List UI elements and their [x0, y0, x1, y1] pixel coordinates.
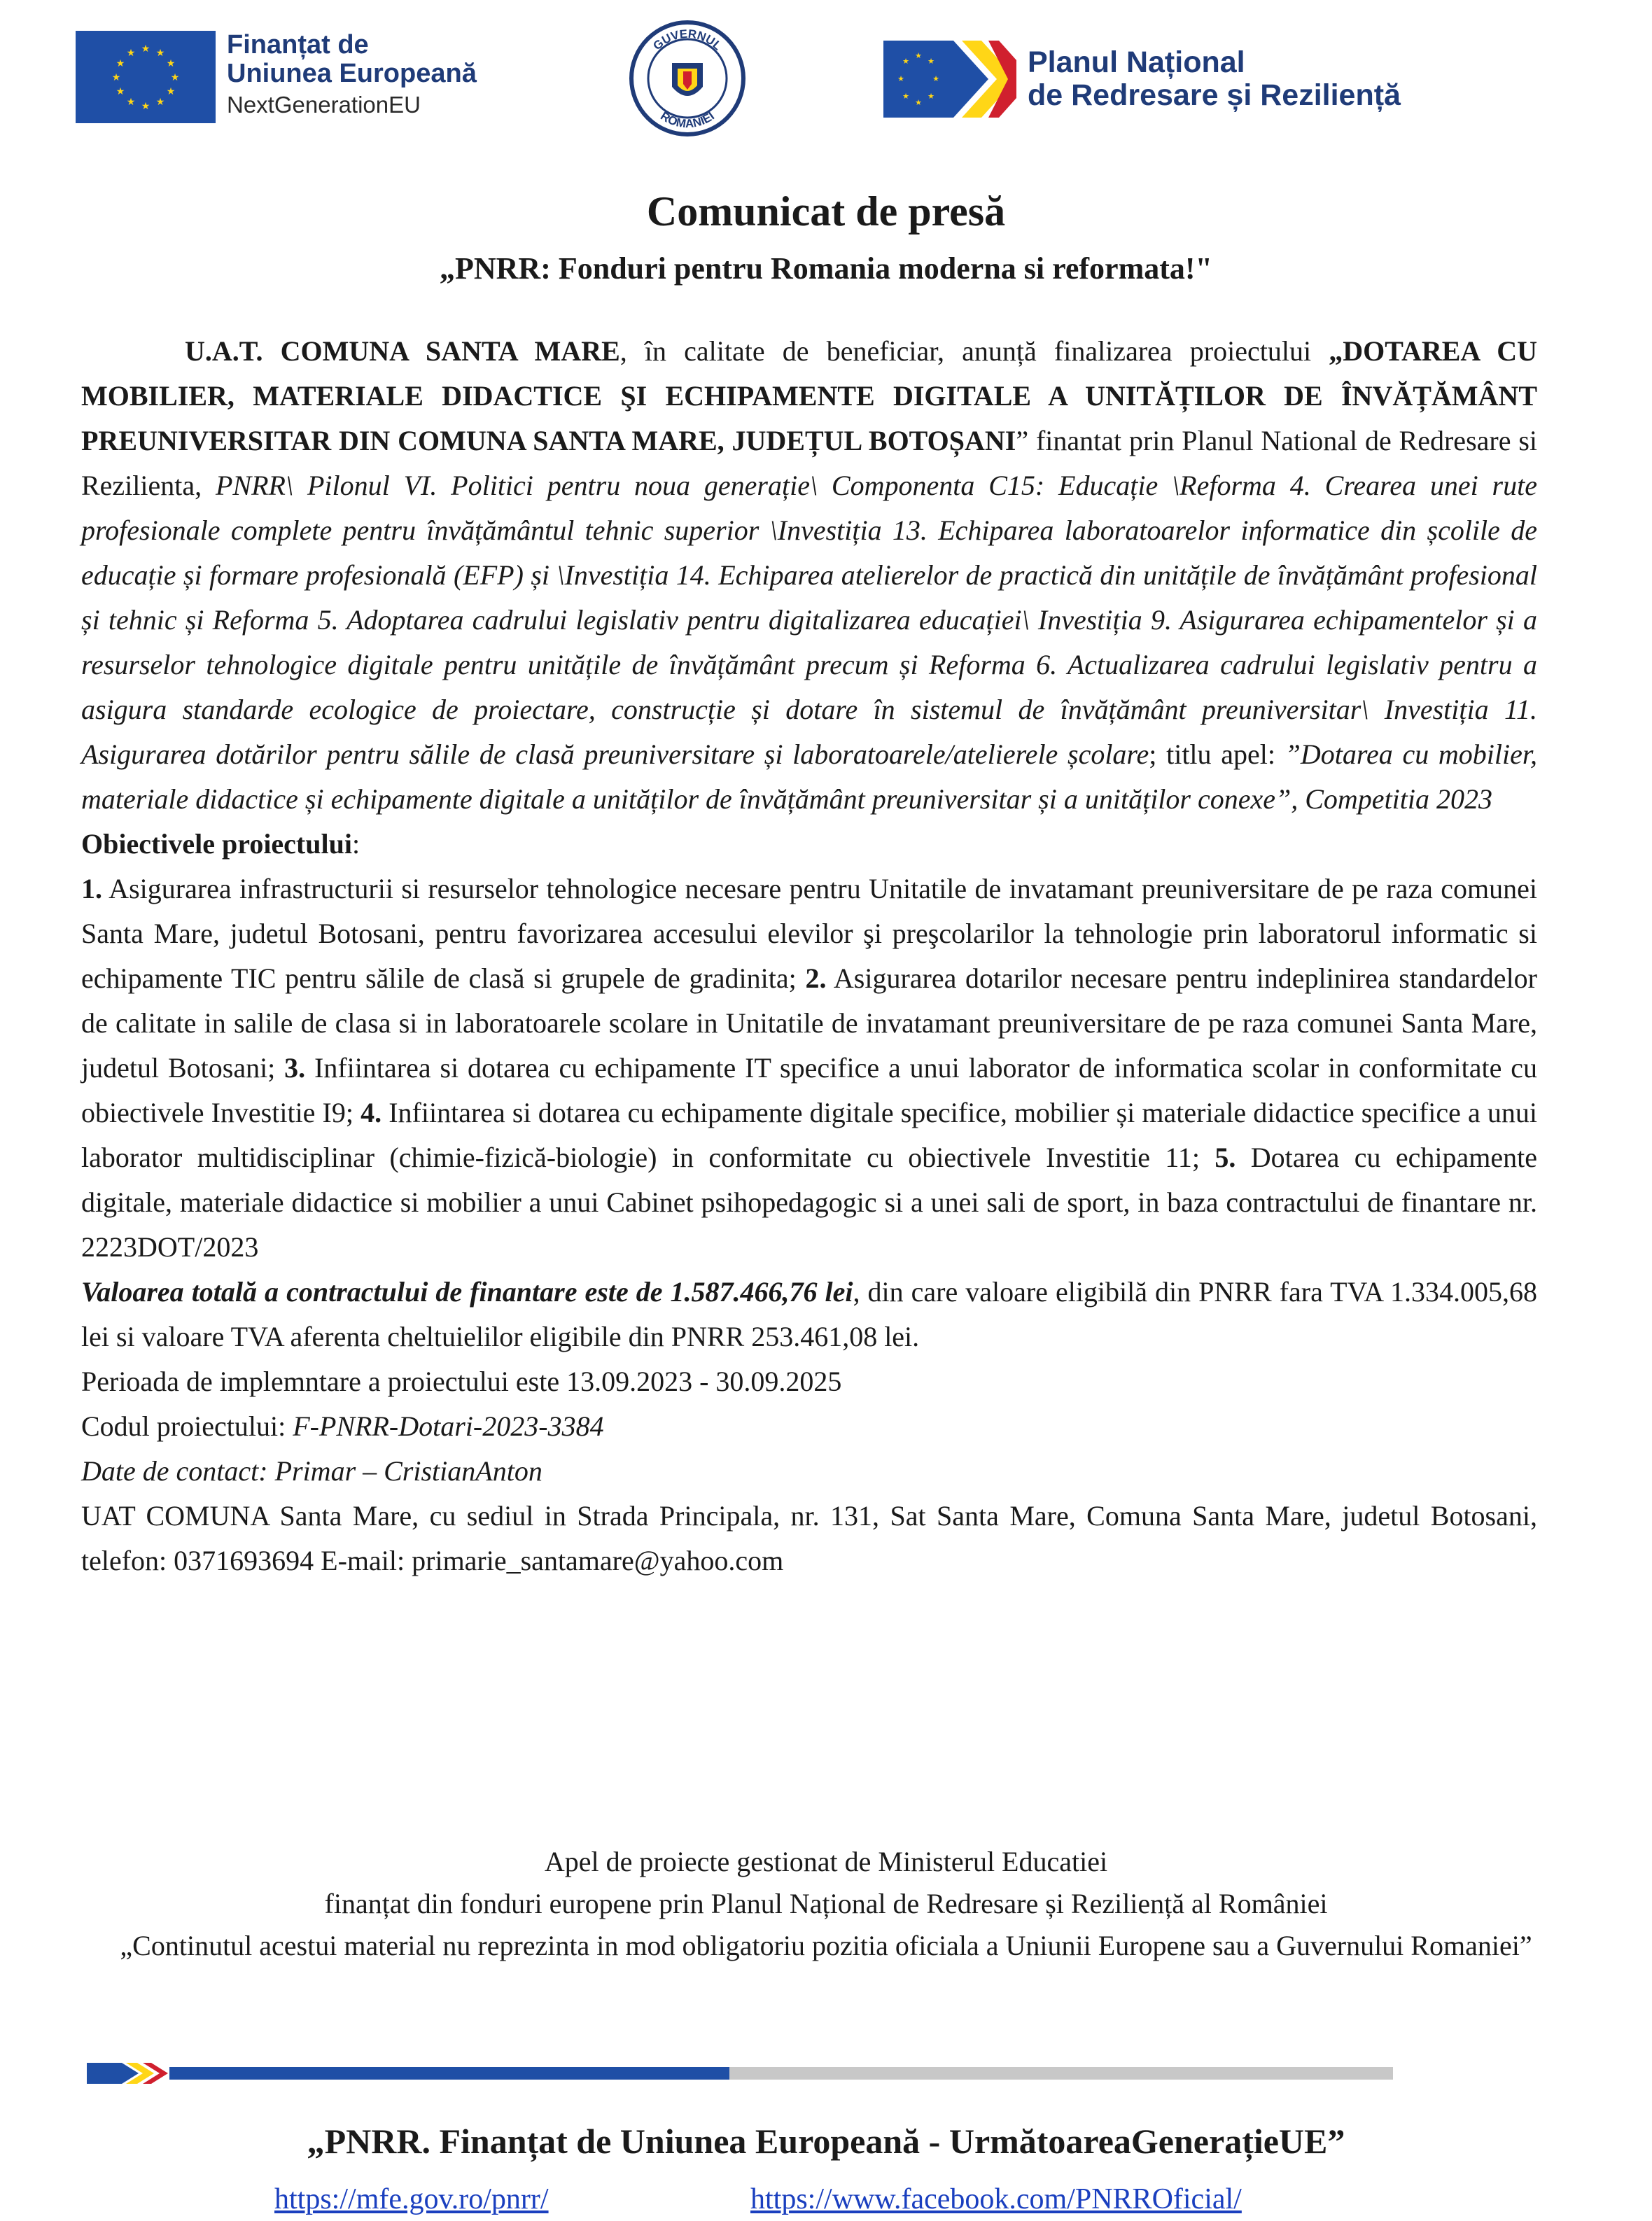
- pnrr-arrow-icon: [883, 41, 1016, 118]
- svg-text:GUVERNUL: GUVERNUL: [650, 27, 724, 53]
- facebook-pnrr-link[interactable]: https://www.facebook.com/PNRROficial/: [750, 2183, 1242, 2215]
- svg-text:ROMÂNIEI: ROMÂNIEI: [658, 108, 717, 131]
- svg-text:★: ★: [927, 57, 934, 66]
- svg-text:★: ★: [932, 74, 939, 83]
- footer-line-ministry: Apel de proiecte gestionat de Ministerul Educatiei: [544, 1846, 1108, 1877]
- eu-logo-line1: Finanțat de: [227, 30, 369, 59]
- objective-number: 4.: [360, 1097, 382, 1128]
- mfe-pnrr-link[interactable]: https://mfe.gov.ro/pnrr/: [274, 2183, 549, 2215]
- objective-number: 3.: [284, 1052, 306, 1084]
- contract-total-value: Valoarea totală a contractului de finantare este de 1.587.466,76 lei: [81, 1276, 853, 1308]
- objective-text: Infiintarea si dotarea cu echipamente IT specifice a unui laborator de informatica scolar in conformitate cu obiectivele Investitie I9;: [81, 1052, 1538, 1128]
- project-name: „DOTAREA CU MOBILIER, MATERIALE DIDACTICE ŞI ECHIPAMENTE DIGITALE A UNITĂȚILOR DE ÎNVĂȚĂMÂNT PREUNIVERSITAR DIN COMUNA SANTA MARE, JUDEȚUL BOTOȘANI: [81, 335, 1537, 456]
- svg-text:★: ★: [915, 51, 922, 60]
- project-code: Codul proiectului: F-PNRR-Dotari-2023-3384: [81, 1410, 604, 1442]
- svg-text:★: ★: [166, 58, 176, 69]
- objective-text: Infiintarea si dotarea cu echipamente digitale specifice, mobilier și materiale didactice specifice a unui laborator multidisciplinar (chimie-fizică-biologie) in conformitate cu obiectivele Investitie 11;: [81, 1097, 1537, 1173]
- pnrr-slogan: „PNRR. Finanțat de Uniunea Europeană - UrmătoareaGenerațieUE”: [307, 2122, 1345, 2161]
- intro-text-3: ; titlu apel:: [1149, 738, 1285, 770]
- objective-number: 2.: [805, 962, 827, 994]
- contract-value-details: , din care valoare eligibilă din PNRR fara TVA 1.334.005,68 lei si valoare TVA aferenta cheltuielilor eligibile din PNRR 253.461,08 lei.: [81, 1276, 1537, 1352]
- svg-text:★: ★: [897, 74, 904, 83]
- call-title: ”Dotarea cu mobilier, materiale didactice și echipamente digitale a unităților de învățământ preuniversitar și a unităților conexe”, Competitia 2023: [81, 738, 1538, 815]
- contact-address: UAT COMUNA Santa Mare, cu sediul in Strada Principala, nr. 131, Sat Santa Mare, Comuna Santa Mare, judetul Botosani, telefon: 0371693694 E-mail: primarie_santamare@yahoo.com: [81, 1500, 1537, 1576]
- svg-text:★: ★: [126, 48, 136, 59]
- svg-text:★: ★: [170, 72, 180, 83]
- svg-text:★: ★: [126, 97, 136, 108]
- romanian-government-seal-icon: [629, 20, 746, 137]
- footer-notice: [0, 1841, 1652, 1967]
- objectives-heading: Obiectivele proiectului:: [81, 828, 360, 860]
- eu-logo-line2: Uniunea Europeană: [227, 59, 477, 89]
- objective-number: 1.: [81, 873, 102, 904]
- beneficiary-name: U.A.T. COMUNA SANTA MARE: [185, 335, 620, 367]
- svg-text:★: ★: [111, 72, 121, 83]
- eu-flag-icon: [76, 31, 216, 123]
- svg-text:★: ★: [115, 86, 125, 97]
- objectives-list: [81, 867, 1537, 1270]
- press-release-body: [81, 329, 1537, 1583]
- pnrr-logo-line2: de Redresare și Reziliență: [1028, 78, 1401, 112]
- svg-text:★: ★: [141, 43, 150, 55]
- page-subtitle: „PNRR: Fonduri pentru Romania moderna si reformata!": [440, 251, 1212, 286]
- pnrr-logo: [883, 41, 1401, 118]
- svg-text:★: ★: [927, 92, 934, 101]
- page-title: Comunicat de presă: [646, 188, 1006, 234]
- eu-logo-line3: NextGenerationEU: [227, 92, 421, 118]
- intro-paragraph: [81, 329, 1537, 822]
- svg-text:★: ★: [915, 98, 922, 107]
- program-description: PNRR\ Pilonul VI. Politici pentru noua generație\ Componenta C15: Educație \Reforma 4. Crearea unei rute profesionale complete pentru învățământul tehnic superior \Investiția 13. Echiparea laboratoarelor informatice din școlile de educație și formare profesională (EFP) și \Investiția 14. Echiparea atelierelor de practică din unitățile de învățământ profesional și tehnic și Reforma 5. Adoptarea cadrului legislativ pentru digitalizarea educației\ Investiția 9. Asigurarea echipamentelor și a resurselor tehnologice digitale pentru unitățile de învățământ precum și Reforma 6. Actualizarea cadrului legislativ pentru a asigura standarde ecologice de proiectare, construcție și dotare în sistemul de învățământ preuniversitar\ Investiția 11. Asigurarea dotărilor pentru sălile de clasă preuniversitare și laboratoarele/atelierele școlare: [81, 470, 1537, 770]
- svg-text:★: ★: [155, 48, 165, 59]
- footer-line-disclaimer: „Continutul acestui material nu reprezinta in mod obligatoriu pozitia oficiala a Uniunii Europene sau a Guvernului Romaniei”: [120, 1930, 1532, 1961]
- objective-text: Asigurarea dotarilor necesare pentru indeplinirea standardelor de calitate in salile de clasa si in laboratoarele scolare in Unitatile de invatamant preuniversitare de pe raza comunei Santa Mare, judetul Botosani;: [81, 962, 1537, 1084]
- svg-text:★: ★: [155, 97, 165, 108]
- implementation-period: Perioada de implemntare a proiectului este 13.09.2023 - 30.09.2025: [81, 1366, 842, 1397]
- svg-text:★: ★: [902, 92, 909, 101]
- svg-text:★: ★: [166, 86, 176, 97]
- eu-funding-logo: [76, 31, 477, 123]
- intro-text-1: , în calitate de beneficiar, anunță finalizarea proiectului: [620, 335, 1329, 367]
- contact-person: Date de contact: Primar – CristianAnton: [81, 1455, 542, 1487]
- contract-value-paragraph: [81, 1270, 1537, 1359]
- svg-text:★: ★: [115, 58, 125, 69]
- pnrr-footer-bar: [87, 2061, 1393, 2085]
- objective-number: 5.: [1214, 1142, 1236, 1173]
- footer-line-funding: finanțat din fonduri europene prin Planul Național de Redresare și Reziliență al României: [324, 1888, 1328, 1919]
- intro-text-2: ” finantat prin Planul National de Redresare si Rezilienta,: [81, 425, 1537, 501]
- pnrr-logo-line1: Planul Național: [1028, 45, 1245, 79]
- svg-text:★: ★: [141, 101, 150, 112]
- svg-text:★: ★: [902, 57, 909, 66]
- objective-text: Dotarea cu echipamente digitale, materiale didactice si mobilier a unui Cabinet psihopedagogic si a unei sali de sport, in baza contractului de finantare nr. 2223DOT/2023: [81, 1142, 1538, 1263]
- objective-text: Asigurarea infrastructurii si resurselor tehnologice necesare pentru Unitatile de invatamant preuniversitare de pe raza comunei Santa Mare, judetul Botosani, pentru favorizarea accesului elevilor şi preşcolarilor la tehnologie prin laboratorul informatic si echipamente TIC pentru sălile de clasă si grupele de gradinita;: [81, 873, 1537, 994]
